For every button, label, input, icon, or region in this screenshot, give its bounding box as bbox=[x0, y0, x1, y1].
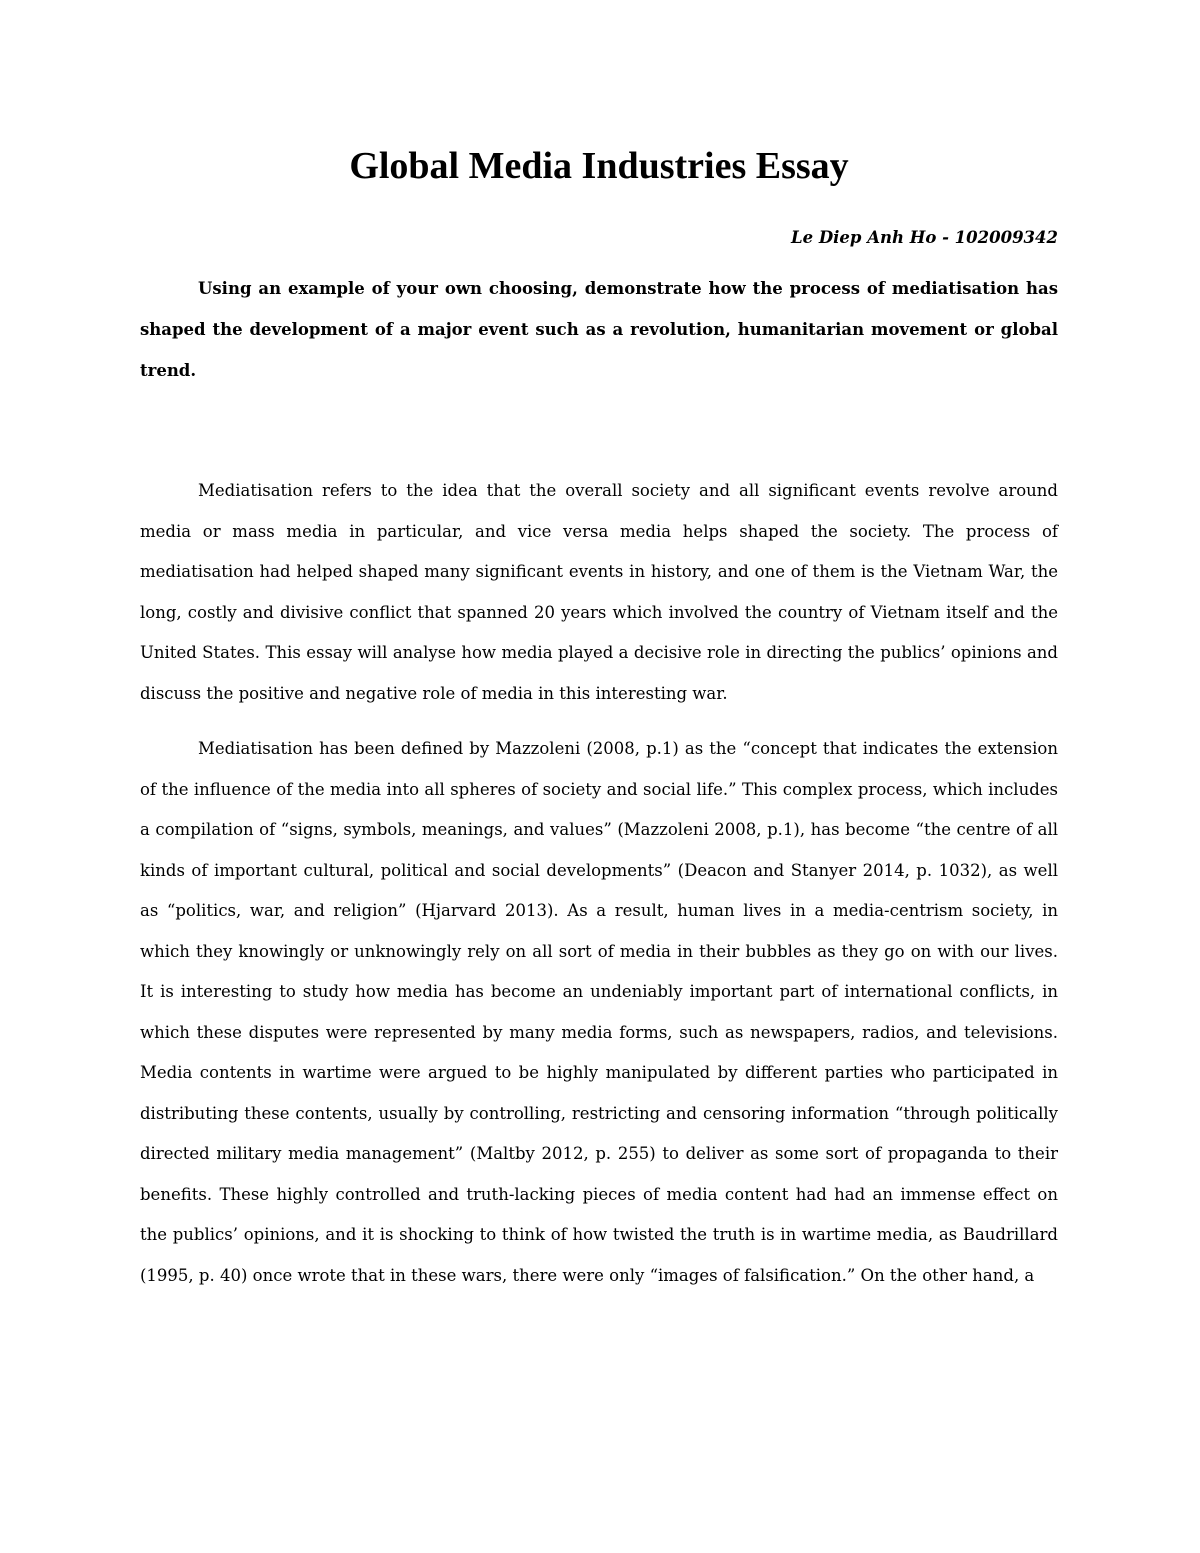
document-content bbox=[140, 138, 1058, 1296]
document-title: Global Media Industries Essay bbox=[349, 145, 849, 187]
essay-question: Using an example of your own choosing, demonstrate how the process of mediatisation has shaped the development of a major event such as a revolution, humanitarian movement or global trend. bbox=[140, 279, 1058, 380]
author-line: Le Diep Anh Ho - 102009342 bbox=[791, 228, 1058, 247]
body-paragraph-2: Mediatisation has been defined by Mazzoleni (2008, p.1) as the “concept that indicates the extension of the influence of the media into all spheres of society and social life.” This complex process, which includes a compilation of “signs, symbols, meanings, and values” (Mazzoleni 2008, p.1), has become “the centre of all kinds of important cultural, political and social developments” (Deacon and Stanyer 2014, p. 1032), as well as “politics, war, and religion” (Hjarvard 2013). As a result, human lives in a media-centrism society, in which they knowingly or unknowingly rely on all sort of media in their bubbles as they go on with our lives. It is interesting to study how media has become an undeniably important part of international conflicts, in which these disputes were represented by many media forms, such as newspapers, radios, and televisions. Media contents in wartime were argued to be highly manipulated by different parties who participated in distributing these contents, usually by controlling, restricting and censoring information “through politically directed military media management” (Maltby 2012, p. 255) to deliver as some sort of propaganda to their benefits. These highly controlled and truth-lacking pieces of media content had had an immense effect on the publics’ opinions, and it is shocking to think of how twisted the truth is in wartime media, as Baudrillard (1995, p. 40) once wrote that in these wars, there were only “images of falsification.” On the other hand, a bbox=[140, 739, 1058, 1285]
body-paragraph-1: Mediatisation refers to the idea that the overall society and all significant events revolve around media or mass media in particular, and vice versa media helps shaped the society. The process of mediatisation had helped shaped many significant events in history, and one of them is the Vietnam War, the long, costly and divisive conflict that spanned 20 years which involved the country of Vietnam itself and the United States. This essay will analyse how media played a decisive role in directing the publics’ opinions and discuss the positive and negative role of media in this interesting war. bbox=[140, 481, 1058, 703]
